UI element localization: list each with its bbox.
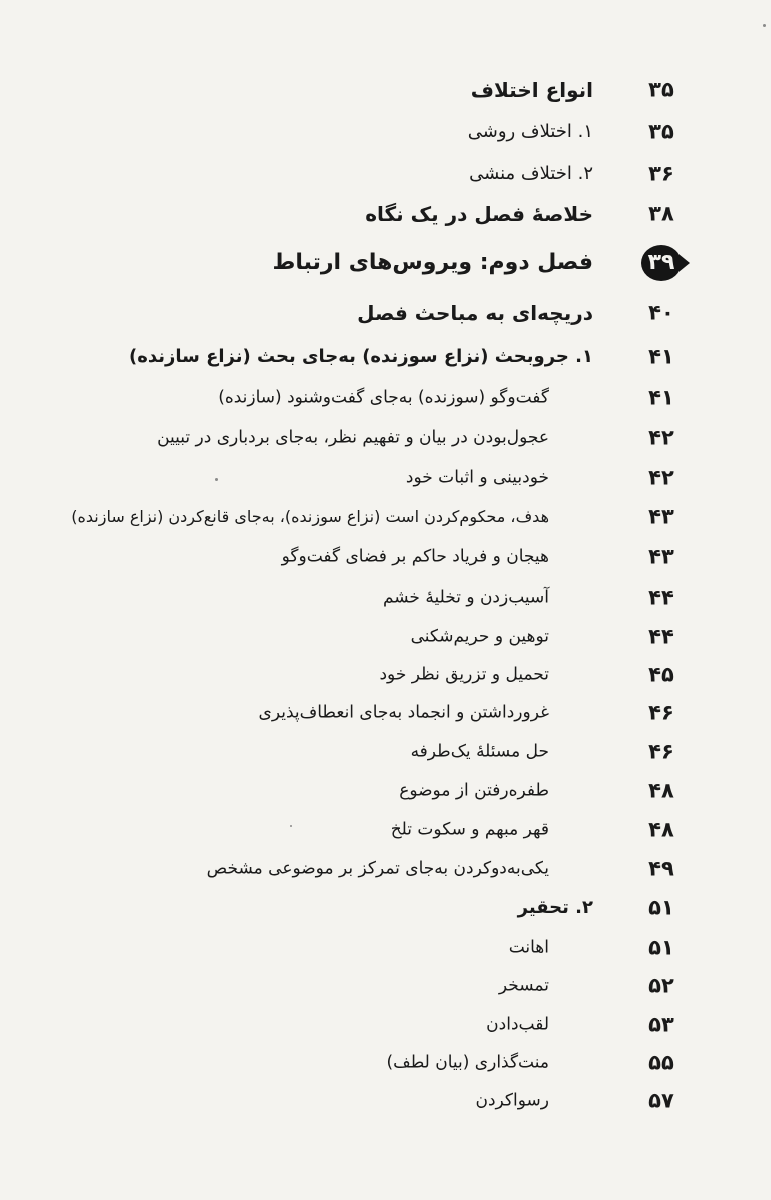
entry-title: قهر مبهم و سکوت تلخ (390, 819, 549, 840)
toc-entry (0, 337, 771, 377)
entry-title: عجول‌بودن در بیان و تفهیم نظر، به‌جای بردباری در تبیین (157, 427, 549, 448)
page-number: ۳۵ (648, 119, 674, 144)
toc-entry (0, 693, 771, 733)
page-number: ۵۳ (648, 1012, 674, 1037)
entry-title: یکی‌به‌دوکردن به‌جای تمرکز بر موضوعی مشخص (206, 858, 549, 879)
chapter-title: فصل دوم: ویروس‌های ارتباط (272, 249, 593, 275)
entry-title: هدف، محکوم‌کردن است (نزاع سوزنده)، به‌جای قانع‌کردن (نزاع سازنده) (71, 507, 549, 527)
page-number: ۵۱ (648, 895, 674, 920)
toc-entry (0, 497, 771, 537)
toc-entry (0, 458, 771, 498)
toc-entry (0, 70, 771, 110)
toc-entry (0, 810, 771, 850)
entry-title: ۲. اختلاف منشی (469, 163, 593, 185)
page-number: ۳۸ (648, 201, 674, 226)
entry-title: منت‌گذاری (بیان لطف) (386, 1052, 549, 1073)
entry-title: گفت‌وگو (سوزنده) به‌جای گفت‌وشنود (سازنده) (218, 387, 549, 408)
entry-title: تمسخر (498, 975, 549, 996)
toc-entry (0, 771, 771, 811)
entry-title: انواع اختلاف (470, 78, 593, 102)
entry-title: ۲. تحقیر (517, 897, 593, 919)
entry-title: توهین و حریم‌شکنی (410, 626, 549, 647)
toc-entry (0, 966, 771, 1006)
entry-title: رسواکردن (475, 1090, 549, 1111)
entry-title: خودبینی و اثبات خود (405, 467, 549, 488)
toc-entry (0, 1081, 771, 1121)
entry-title: تحمیل و تزریق نظر خود (379, 664, 549, 685)
entry-title: آسیب‌زدن و تخلیهٔ خشم (382, 587, 549, 608)
toc-entry (0, 578, 771, 618)
entry-title: اهانت (508, 937, 549, 958)
page-number: ۴۴ (648, 585, 674, 610)
page-number: ۴۹ (648, 856, 674, 881)
entry-title: ۱. اختلاف روشی (467, 121, 593, 143)
page-number: ۵۷ (648, 1088, 674, 1113)
toc-entry (0, 888, 771, 928)
toc-entry (0, 849, 771, 889)
page-number: ۳۵ (648, 77, 674, 102)
toc-entry (0, 732, 771, 772)
toc-entry (0, 154, 771, 194)
entry-title: غرورداشتن و انجماد به‌جای انعطاف‌پذیری (258, 702, 549, 723)
page-number: ۳۶ (648, 161, 674, 186)
entry-title: ۱. جروبحث (نزاع سوزنده) به‌جای بحث (نزاع سازنده) (128, 346, 593, 368)
scan-speck (215, 478, 218, 481)
toc-entry (0, 112, 771, 152)
entry-title: لقب‌دادن (486, 1014, 549, 1035)
toc-entry (0, 194, 771, 234)
entry-title: خلاصهٔ فصل در یک نگاه (365, 202, 593, 226)
entry-title: حل مسئلهٔ یک‌طرفه (410, 741, 549, 762)
page-number: ۴۲ (648, 465, 674, 490)
scan-speck (290, 825, 292, 827)
page-number: ۴۰ (648, 300, 674, 325)
toc-entry (0, 378, 771, 418)
page-number: ۵۲ (648, 973, 674, 998)
page-number: ۴۱ (648, 344, 674, 369)
toc-entry (0, 617, 771, 657)
entry-title: هیجان و فریاد حاکم بر فضای گفت‌وگو (281, 546, 549, 567)
page-number: ۴۶ (648, 700, 674, 725)
toc-entry (0, 1005, 771, 1045)
toc-entry (0, 928, 771, 968)
page-number: ۵۱ (648, 935, 674, 960)
entry-title: طفره‌رفتن از موضوع (399, 780, 549, 801)
page-number: ۵۵ (648, 1050, 674, 1075)
page-number: ۴۸ (648, 817, 674, 842)
entry-title: دریچه‌ای به مباحث فصل (357, 301, 593, 325)
page-number: ۴۲ (648, 425, 674, 450)
page-number: ۴۳ (648, 544, 674, 569)
page-number: ۴۳ (648, 504, 674, 529)
toc-entry (0, 655, 771, 695)
page-number: ۴۸ (648, 778, 674, 803)
toc-entry (0, 537, 771, 577)
toc-entry (0, 293, 771, 333)
page-number: ۴۶ (648, 739, 674, 764)
page-number: ۴۵ (648, 662, 674, 687)
toc-entry (0, 1043, 771, 1083)
toc-chapter-entry (0, 243, 771, 283)
page-number: ۴۴ (648, 624, 674, 649)
page-number: ۴۱ (648, 385, 674, 410)
chapter-page-badge: ۳۹ (641, 245, 681, 281)
toc-entry (0, 418, 771, 458)
scan-speck (763, 24, 766, 27)
